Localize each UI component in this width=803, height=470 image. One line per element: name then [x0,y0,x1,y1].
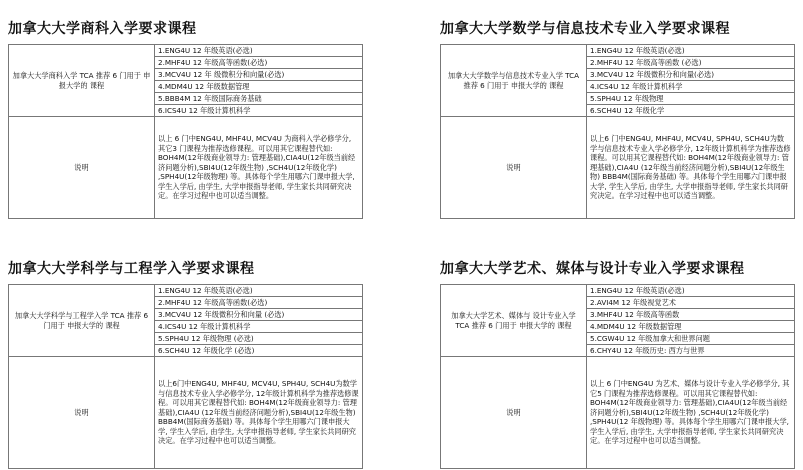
course-item: 5.CGW4U 12 年级加拿大和世界问题 [587,333,795,345]
description: 以上6门中ENG4U, MHF4U, MCV4U, SPH4U, SCH4U为数学与信息技术专业入学必修学分, 12年级计算机科学为推荐选修课程。可以用其它课程替代如: BOH4M(12年级商业领导力: 管理基础),CIA4U (12年级当前经济问题分析),SBI4U(12年级生物) BBB4M(国际商务基础) 等。具体每个学生用哪六门课申报大学, 学生入学后, 由学生, 大学申报指导老师, 学生家长共同研究决定。在学习过程中也可以适当调整。 [155,357,363,469]
course-item: 1.ENG4U 12 年级英语(必选) [587,45,795,57]
panel-math-it [440,18,795,219]
course-item: 5.SPH4U 12 年级物理 (必选) [155,333,363,345]
course-item: 6.CHY4U 12 年级历史: 西方与世界 [587,345,795,357]
recommend-label: 加拿大大学科学与工程学入学 TCA 推荐 6 门用于 申报大学的 课程 [9,285,155,357]
description: 以上 6 门中ENG4U, MHF4U, MCV4U 为商科入学必修学分, 其它3 门课程为推荐选修课程。可以用其它课程替代如: BOH4M(12年级商业领导力: 管理基础),CIA4U(12年级当前经济问题分析),SBI4U(12年级生物) ,SCH4U(12年级化学) ,SPH4U(12年级物理) 等。具体每个学生用哪六门课申报大学, 学生入学后, 由学生, 大学申报指导老师, 学生家长共同研究决定。在学习过程中也可以适当调整。 [155,117,363,219]
course-item: 2.MHF4U 12 年级高等函数 (必选) [587,57,795,69]
panel-title: 加拿大大学艺术、媒体与设计专业入学要求课程 [440,261,745,277]
course-item: 2.MHF4U 12 年级高等函数(必选) [155,57,363,69]
desc-label: 说明 [441,357,587,469]
course-item: 6.ICS4U 12 年级计算机科学 [155,105,363,117]
panel-title: 加拿大大学商科入学要求课程 [8,21,197,37]
course-item: 2.AVI4M 12 年级视觉艺术 [587,297,795,309]
course-item: 6.SCH4U 12 年级化学 [587,105,795,117]
recommend-label: 加拿大大学艺术、媒体与 设计专业入学 TCA 推荐 6 门用于 申报大学的 课程 [441,285,587,357]
desc-label: 说明 [9,357,155,469]
requirements-table [8,44,363,219]
desc-label: 说明 [441,117,587,219]
course-item: 3.MCV4U 12 年 级微积分和向量(必选) [155,69,363,81]
requirements-table [8,284,363,469]
panel-title: 加拿大大学科学与工程学入学要求课程 [8,261,255,277]
course-item: 6.SCH4U 12 年级化学 (必选) [155,345,363,357]
requirements-table [440,44,795,219]
course-item: 3.MCV4U 12 年级微积分和向量(必选) [587,69,795,81]
course-item: 3.MHF4U 12 年级高等函数 [587,309,795,321]
course-item: 1.ENG4U 12 年级英语(必选) [155,285,363,297]
panel-business [8,18,363,219]
course-item: 4.MDM4U 12 年级数据管理 [587,321,795,333]
description: 以上6 门中ENG4U, MHF4U, MCV4U, SPH4U, SCH4U为数学与信息技术专业入学必修学分, 12年级计算机科学为推荐选修课程。可以用其它课程替代如: BOH4M(12年级商业领导力: 管理基础),CIA4U (12年级当前经济问题分析),SBI4U(12年级生物) BBB4M(国际商务基础) 等。具体每个学生用哪六门课申报大学, 学生入学后, 由学生, 大学申报指导老师, 学生家长共同研究决定。在学习过程中也可以适当调整。 [587,117,795,219]
course-item: 1.ENG4U 12 年级英语(必选) [155,45,363,57]
requirements-table [440,284,795,469]
course-item: 4.ICS4U 12 年级计算机科学 [587,81,795,93]
recommend-label: 加拿大大学数学与信息技术专业入学 TCA 推荐 6 门用于 申报大学的 课程 [441,45,587,117]
panel-arts-media-design [440,258,795,469]
course-item: 5.BBB4M 12 年级国际商务基础 [155,93,363,105]
panel-title: 加拿大大学数学与信息技术专业入学要求课程 [440,21,730,37]
course-item: 3.MCV4U 12 年级微积分和向量 (必选) [155,309,363,321]
course-item: 4.MDM4U 12 年级数据管理 [155,81,363,93]
desc-label: 说明 [9,117,155,219]
course-item: 4.ICS4U 12 年级计算机科学 [155,321,363,333]
course-item: 5.SPH4U 12 年级物理 [587,93,795,105]
recommend-label: 加拿大大学商科入学 TCA 推荐 6 门用于 申报大学的 课程 [9,45,155,117]
panel-science-engineering [8,258,363,469]
course-item: 2.MHF4U 12 年级高等函数(必选) [155,297,363,309]
course-item: 1.ENG4U 12 年级英语(必选) [587,285,795,297]
description: 以上 6 门中ENG4U 为艺术、媒体与设计专业入学必修学分, 其它5 门课程为推荐选修课程。可以用其它课程替代如: BOH4M(12年级商业领导力: 管理基础),CIA4U(12年级当前经济问题分析),SBI4U(12年级生物) ,SCH4U(12年级化学) ,SPH4U(12 年级物理) 等。具体每个学生用哪六门课申报大学, 学生入学后, 由学生, 大学申报指导老师, 学生家长共同研究决定。在学习过程中也可以适当调整。 [587,357,795,469]
